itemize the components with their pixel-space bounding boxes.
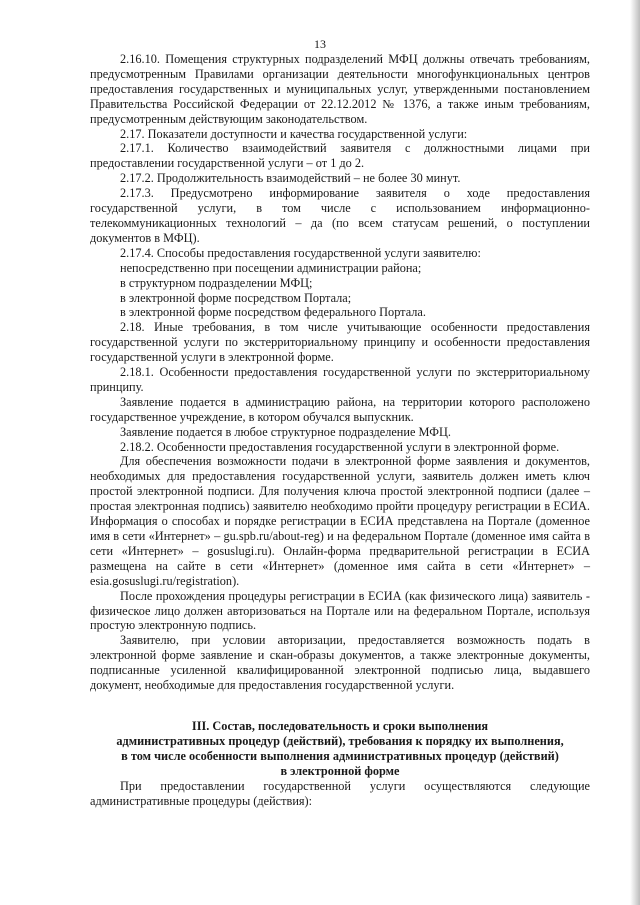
list-item: непосредственно при посещении администрации района; xyxy=(120,260,422,275)
list-item: в структурном подразделении МФЦ; xyxy=(120,275,313,290)
section-heading xyxy=(90,719,590,779)
paragraph-2-17-4: 2.17.4. Способы предоставления государственной услуги заявителю: xyxy=(120,245,481,260)
paragraph: Заявление подается в любое структурное подразделение МФЦ. xyxy=(120,424,451,439)
document-body xyxy=(90,52,590,809)
section-heading-line: III. Состав, последовательность и сроки выполнения xyxy=(191,718,489,733)
paragraph-2-18: 2.18. Иные требования, в том числе учитывающие особенности предоставления государственной услуги по экстерриториальному принципу и особенности предоставления государственной услуги в электронной форме. xyxy=(90,320,590,365)
paragraph-authorization: После прохождения процедуры регистрации в ЕСИА (как физического лица) заявитель - физическое лицо должен авторизоваться на Портале или на федеральном Портале, используя простую электронную подпись. xyxy=(90,588,590,633)
paragraph-esia-registration: Для обеспечения возможности подачи в электронной форме заявления и документов, необходимых для предоставления государственной услуги, заявитель должен иметь ключ простой электронной подписи. Для получения ключа простой электронной подписи (далее – простая электронная подпись) заявителю необходимо пройти процедуру регистрации в ЕСИА. Информация о способах и порядке регистрации в ЕСИА представлена на Портале (доменное имя в сети «Интернет» – gu.spb.ru/about-reg) и на федеральном Портале (доменное имя сайта в сети «Интернет» – gosuslugi.ru). Онлайн-форма предварительной регистрации в ЕСИА размещена на сайте в сети «Интернет» (доменное имя сайта в сети «Интернет» – esia.gosuslugi.ru/registration). xyxy=(90,454,590,588)
list-item: в электронной форме посредством федерального Портала. xyxy=(120,305,426,320)
section-heading-line: в электронной форме xyxy=(280,763,400,778)
paragraph-2-17: 2.17. Показатели доступности и качества государственной услуги: xyxy=(120,126,468,141)
paragraph-electronic-submission: Заявителю, при условии авторизации, предоставляется возможность подать в электронной форме заявление и скан-образы документов, а также электронные документы, подписанные усиленной квалифицированной электронной подписью лица, выдавшего документ, необходимые для предоставления государственной услуги. xyxy=(90,633,590,693)
closing-paragraph: При предоставлении государственной услуги осуществляются следующие административные процедуры (действия): xyxy=(90,778,590,808)
paragraph-2-16-10: 2.16.10. Помещения структурных подразделений МФЦ должны отвечать требованиям, предусмотренным Правилами организации деятельности многофункциональных центров предоставления государственных и муниципальных услуг, утвержденными постановлением Правительства Российской Федерации от 22.12.2012 № 1376, а также иным требованиям, предусмотренным действующим законодательством. xyxy=(90,52,590,126)
section-heading-line: административных процедур (действий), требования к порядку их выполнения, xyxy=(116,733,564,748)
page-number: 13 xyxy=(314,37,326,51)
list-item: в электронной форме посредством Портала; xyxy=(120,290,352,305)
paragraph: Заявление подается в администрацию района, на территории которого расположено государственное учреждение, в котором обучался выпускник. xyxy=(90,394,590,424)
paragraph-2-17-1: 2.17.1. Количество взаимодействий заявителя с должностными лицами при предоставлении государственной услуги – от 1 до 2. xyxy=(90,141,590,171)
section-heading-line: в том числе особенности выполнения административных процедур (действий) xyxy=(121,748,559,763)
paragraph-2-18-1: 2.18.1. Особенности предоставления государственной услуги по экстерриториальному принципу. xyxy=(90,365,590,394)
paragraph-2-17-2: 2.17.2. Продолжительность взаимодействий – не более 30 минут. xyxy=(120,171,461,186)
page-edge-shadow xyxy=(630,0,640,905)
paragraph-2-17-3: 2.17.3. Предусмотрено информирование заявителя о ходе предоставления государственной услуги, в том числе с использованием информационно-телекоммуникационных технологий – да (по всем статусам решений, о поступлении документов в МФЦ). xyxy=(90,186,590,245)
paragraph-2-18-2: 2.18.2. Особенности предоставления государственной услуги в электронной форме. xyxy=(120,439,560,454)
